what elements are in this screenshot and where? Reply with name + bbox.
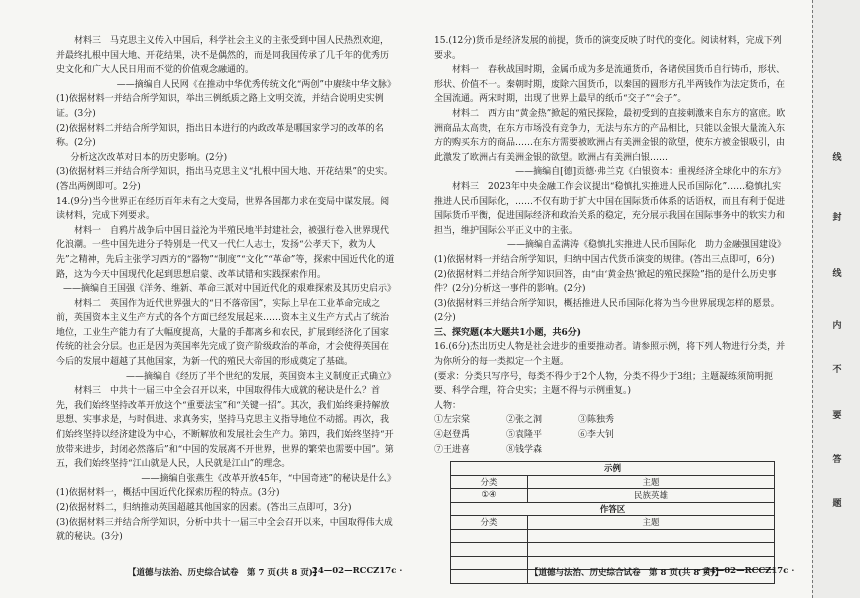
q15-material-3: 材料三 2023年中央金融工作会议提出“稳慎扎实推进人民币国际化”……稳慎扎实推进人民币国际化，……不仅有助于扩大中国在国际货币体系的话语权，而且有利于促进国际货币平衡，促进国际经济和政治关系的稳定，充分展示我国在国际事务中的软实力和担当，维护国际公平正义中的主张。 <box>434 181 786 236</box>
answer-cell[interactable] <box>451 570 528 584</box>
example-col-theme: 主题 <box>528 475 775 489</box>
q14-material-1-source: ——摘编自王国强《洋务、维新、革命三派对中国近代化的艰难探索及其历史启示》 <box>62 284 396 295</box>
q15-material-2-source: ——摘编自[德]贡德·弗兰克《白银资本：重视经济全球化中的东方》 <box>515 167 786 178</box>
person-item: ⑤袁隆平 <box>506 430 543 441</box>
people-list <box>434 413 786 457</box>
person-item: ⑧钱学森 <box>506 444 543 455</box>
work-area-title: 作答区 <box>451 502 775 516</box>
q15-sub-3: (3)依据材料三并结合所学知识，概括推进人民币国际化将为当今世界展现怎样的愿景。(2分) <box>434 298 780 324</box>
binding-char: 不 <box>832 365 842 375</box>
material-three-prev: 材料三 马克思主义传入中国后，科学社会主义的主张受到中国人民热烈欢迎，并最终扎根中国大地、开花结果，决不是偶然的，而是同我国传承了几千年的优秀历史文化和广大人民日用而不觉的价值观念融通的。 <box>56 36 390 76</box>
answer-cell[interactable] <box>528 529 775 543</box>
q14-material-2: 材料二 英国作为近代世界强大的“日不落帝国”，实际上早在工业革命完成之前，英国资本主义生产方式的各个方面已经发展起来……资本主义生产方式占了统治地位，工业生产能力有了大幅度提高，大量的手都离乡和农民，扩展到经济化了国家传统的社会分层。也正是因为英国率先完成了资产阶级政治的革命，才会使得英国在今后的发展中超越了其他国家，为新一代的殖民大帝国的形成奠定了基础。 <box>56 298 390 368</box>
q13-sub-3: 分析这次改革对日本的历史影响。(2分) <box>70 152 228 163</box>
section-three-title: 三、探究题(本大题共1小题，共6分) <box>434 327 582 338</box>
answer-cell[interactable] <box>528 543 775 557</box>
q14-sub-2: (2)依据材料二，归纳推动英国超越其他国家的因素。(答出三点即可，3分) <box>56 503 352 513</box>
binding-margin <box>812 0 860 598</box>
right-page-column <box>434 34 786 457</box>
q14-material-1: 材料一 自鸦片战争后中国日益沦为半殖民地半封建社会，被强行卷入世界现代化浪潮。一些中国先进分子特别是一代又一代仁人志士，发扬“公孝天下，救为人先”之精神，先后主张学习西方的“器物”“制度”“文化”“革命”等，探索中国近代化的道路，这为今天中国现代化起到思想启蒙、改革试错和实践探索作用。 <box>56 225 395 280</box>
q14-material-3: 材料三 中共十一届三中全会召开以来，中国取得伟大成就的秘诀是什么？首先，我们始终坚持改革开放这个“重要法宝”和“关键一招”。其次，我们始终秉持解放思想、实事求是，与时俱进、求真务实，坚持马克思主义指导地位不动摇。再次，我们始终坚持以经济建设为中心，不断解放和发展社会生产力。第四，我们始终坚持“开放带来进步，封闭必然落后”和“中国的发展离不开世界，世界的繁荣也需要中国”。第五，我们始终坚持“江山就是人民，人民就是江山”的理念。 <box>56 386 394 470</box>
q15-material-2: 材料二 西方由“黄金热”掀起的殖民探险，最初受到的直接刺激来自东方的富庶。欧洲商品太高贵，在东方市场没有竞争力，无法与东方的产品相比，只能以金银大量流入东方的购买东方的商品……在东方需要被欧洲占有美洲金银的欲望，使东方被金银吸引，由此激发了欧洲占有美洲金银的欲望。欧洲占有美洲白银…… <box>434 108 786 163</box>
person-item: ⑦王进喜 <box>434 444 471 455</box>
binding-char: 线 <box>832 269 842 279</box>
example-class-value: ①④ <box>451 489 528 503</box>
binding-char: 内 <box>832 321 842 331</box>
answer-cell[interactable] <box>451 556 528 570</box>
q15-sub-2: (2)依据材料二并结合所学知识回答，由“由‘黄金热’掀起的殖民探险”指的是什么历史事件？(2分)分析这一事件的影响。(2分) <box>434 269 777 295</box>
person-item: ③陈独秀 <box>578 415 615 426</box>
answer-cell[interactable] <box>451 543 528 557</box>
answer-cell[interactable] <box>451 529 528 543</box>
q16-heading: 16.(6分)杰出历史人物是社会进步的重要推动者。请参照示例，将下列人物进行分类，并为你所分的每一类拟定一个主题。 <box>434 342 786 368</box>
q14-material-2-source: ——摘编自《经历了半个世纪的发展，英国资本主义制度正式确立》 <box>125 371 396 382</box>
left-footer: 【道德与法治、历史综合试卷 第 7 页(共 8 页)】 <box>128 568 322 578</box>
left-footer-code: · 24—02—RCCZ17c · <box>306 566 403 576</box>
binding-char: 线 <box>832 153 842 163</box>
q13-sub-1: (1)依据材料一并结合所学知识，举出三例纸质之路上文明交流，并结合说明史实例证。(3分) <box>56 94 384 119</box>
material-source: ——摘编自人民网《在推动中华优秀传统文化“两创”中赓续中华文脉》 <box>116 79 396 90</box>
q14-sub-3: (3)依据材料三并结合所学知识，分析中共十一届三中全会召开以来，中国取得伟大成就的秘诀。(3分) <box>56 517 393 543</box>
q13-sub-2: (2)依据材料二并结合所学知识，指出日本进行的内政改革是哪国家学习的改革的名称。(2分) <box>56 123 384 149</box>
right-footer: 【道德与法治、历史综合试卷 第 8 页(共 8 页)】 <box>530 568 724 578</box>
binding-char: 要 <box>832 411 842 421</box>
right-footer-code: · 24—02—RCCZ17c · <box>698 566 795 576</box>
example-col-class: 分类 <box>451 475 528 489</box>
person-item: ①左宗棠 <box>434 415 471 426</box>
example-theme-value: 民族英雄 <box>528 489 775 503</box>
work-col-class: 分类 <box>451 516 528 530</box>
q15-sub-1: (1)依据材料一并结合所学知识，归纳中国古代货币演变的规律。(答出三点即可，6分) <box>434 254 775 265</box>
work-col-theme: 主题 <box>528 516 775 530</box>
example-title: 示例 <box>451 462 775 476</box>
person-item: ④赵登禹 <box>434 430 471 441</box>
q13-sub-4: (3)依据材料三并结合所学知识，指出马克思主义“扎根中国大地、开花结果”的史实。(答出两例即可。2分) <box>56 167 393 192</box>
left-page-column <box>56 34 396 545</box>
q14-heading: 14.(9分)当今世界正在经历百年未有之大变局，世界各国都力求在变局中谋发展。阅读材料，完成下列要求。 <box>56 196 390 222</box>
q14-material-3-source: ——摘编自张燕生《改革开放45年，“中国奇迹”的秘诀是什么》 <box>141 473 396 484</box>
binding-char: 答 <box>832 455 842 465</box>
person-item: ⑥李大钊 <box>578 430 615 441</box>
q15-heading: 15.(12分)货币是经济发展的前提，货币的演变反映了时代的变化。阅读材料，完成下列要求。 <box>434 36 782 61</box>
q14-sub-1: (1)依据材料一，概括中国近代化探索历程的特点。(3分) <box>56 488 280 499</box>
people-label: 人物： <box>434 400 462 411</box>
q15-material-1: 材料一 春秋战国时期，金属币成为多是流通货币，各诸侯国货币自行铸币，形状、形状、价值不一。秦朝时期，废除六国货币，以秦国的圆形方孔半两钱作为法定货币，在全国流通。两宋时期，出现了世界上最早的纸币“交子”“会子”。 <box>434 65 786 105</box>
person-item: ②张之洞 <box>506 415 543 426</box>
binding-char: 封 <box>832 213 842 223</box>
q16-requirements: (要求：分类只写序号，每类不得少于2个人物，分类不得少于3组；主题凝练须简明扼要、科学合理，符合史实；主题不得与示例重复。) <box>434 371 773 397</box>
binding-char: 题 <box>832 499 842 509</box>
q15-material-3-source: ——摘编自孟满涛《稳慎扎实推进人民币国际化 助力金融强国建设》 <box>506 240 786 251</box>
